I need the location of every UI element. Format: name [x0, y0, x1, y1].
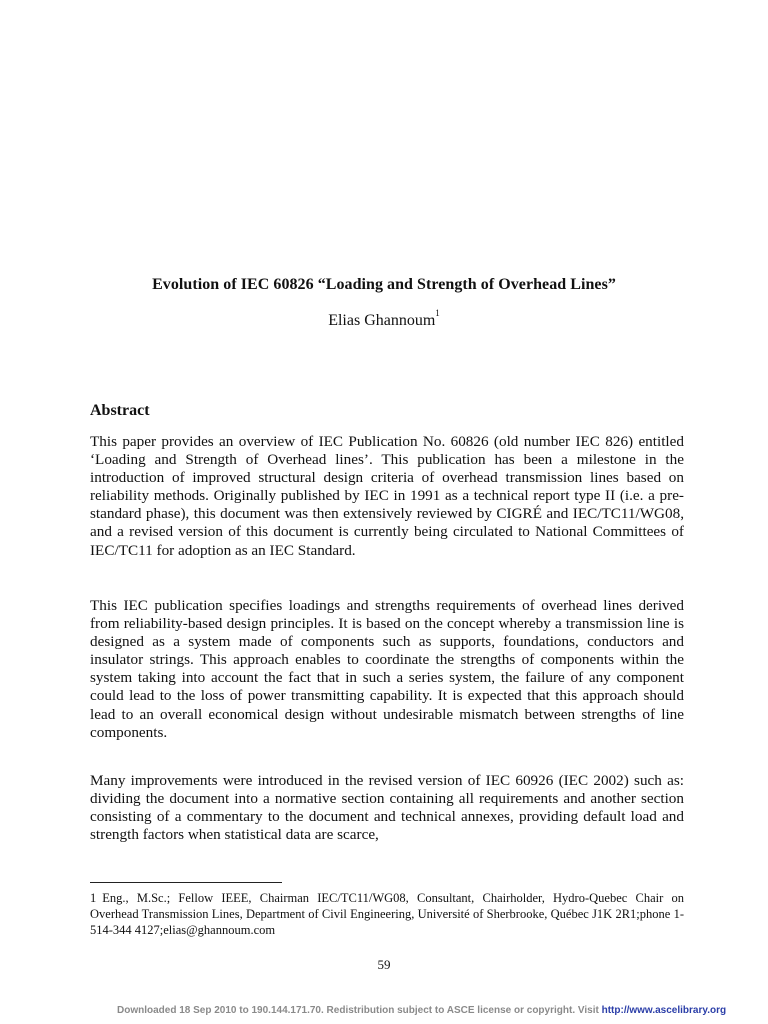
abstract-paragraph-2: This IEC publication specifies loadings and strengths requirements of overhead lines derived from reliability-based design principles. It is based on the concept whereby a transmission line is designed as a system made of components such as supports, foundations, conductors and insulator strings. This approach enables to coordinate the strengths of components within the system taking into account the fact that in such a series system, the failure of any component could lead to the loss of power transmitting capability. It is expected that this approach should lead to an overall economical design without undesirable mismatch between strengths of line components. [90, 597, 684, 741]
author-footnote-mark: 1 [435, 308, 440, 318]
ascelibrary-link[interactable]: http://www.ascelibrary.org [601, 1005, 727, 1016]
paper-title: Evolution of IEC 60826 “Loading and Strength of Overhead Lines” [152, 276, 616, 293]
abstract-paragraph-3: Many improvements were introduced in the revised version of IEC 60926 (IEC 2002) such as: dividing the document into a normative section containing all requirements and another section consisting of a commentary to the document and technical annexes, providing default load and strength factors when statistical data are scarce, [90, 772, 684, 844]
footnote-text: Eng., M.Sc.; Fellow IEEE, Chairman IEC/TC11/WG08, Consultant, Chairholder, Hydro-Quebec Chair on Overhead Transmission Lines, Department of Civil Engineering, Université of Sherbrooke, Québec J1K 2R1;phone 1-514-344 4127;elias@ghannoum.com [90, 891, 684, 937]
abstract-heading: Abstract [90, 402, 150, 419]
footnote-divider [90, 882, 282, 883]
download-notice-text: Downloaded 18 Sep 2010 to 190.144.171.70. Redistribution subject to ASCE license or copyright. Visit [117, 1005, 602, 1016]
footnote [90, 890, 684, 938]
download-notice [117, 1005, 768, 1016]
page-number: 59 [377, 957, 391, 972]
footnote-mark: 1 [90, 891, 97, 905]
author-name: Elias Ghannoum [328, 312, 436, 329]
author-line [0, 308, 768, 330]
abstract-paragraph-1: This paper provides an overview of IEC Publication No. 60826 (old number IEC 826) entitled ‘Loading and Strength of Overhead lines’. This publication has been a milestone in the introduction of improved structural design criteria of overhead transmission lines based on reliability methods. Originally published by IEC in 1991 as a technical report type II (i.e. a pre-standard phase), this document was then extensively reviewed by CIGRÉ and IEC/TC11/WG08, and a revised version of this document is currently being circulated to National Committees of IEC/TC11 for adoption as an IEC Standard. [90, 433, 684, 559]
